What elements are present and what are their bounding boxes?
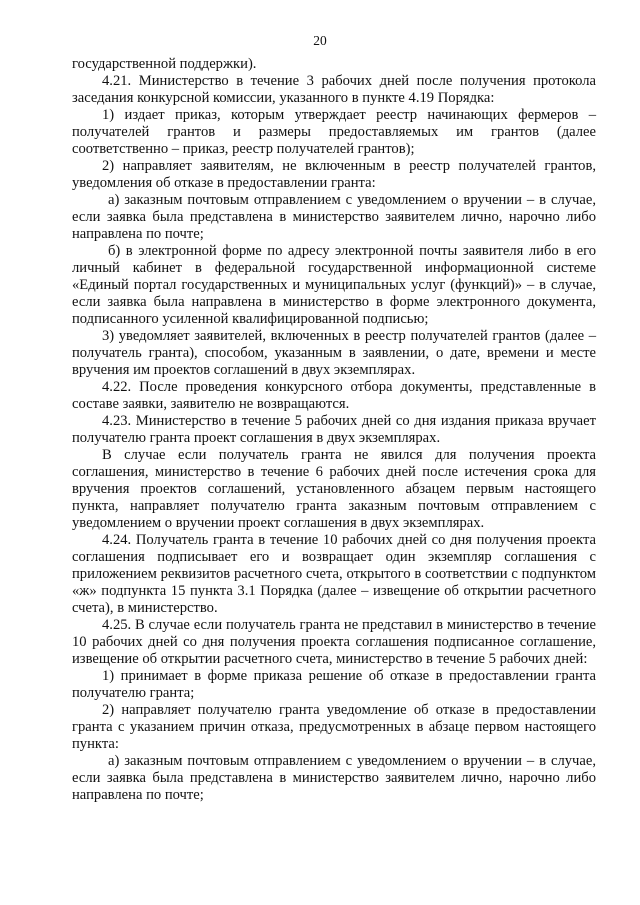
paragraph: 1) издает приказ, которым утверждает реестр начинающих фермеров – получателей грантов и размеры предоставляемых им грантов (далее соответственно – приказ, реестр получателей грантов); — [72, 107, 596, 157]
paragraph: 2) направляет получателю гранта уведомление об отказе в предоставлении гранта с указанием причин отказа, предусмотренных в абзаце первом настоящего пункта: — [72, 702, 596, 752]
paragraph: 1) принимает в форме приказа решение об отказе в предоставлении гранта получателю гранта; — [72, 668, 596, 701]
paragraph: 3) уведомляет заявителей, включенных в реестр получателей грантов (далее – получатель гранта), способом, указанным в заявлении, о дате, времени и месте вручения им проектов соглашений в двух экземплярах. — [72, 328, 596, 378]
page-number: 20 — [313, 33, 327, 48]
paragraph: В случае если получатель гранта не явился для получения проекта соглашения, министерство в течение 6 рабочих дней после истечения срока для вручения проектов соглашений, установленного абзацем первым настоящего пункта, направляет получателю гранта заказным почтовым отправлением с уведомлением о вручении проект соглашения в двух экземплярах. — [72, 447, 596, 531]
paragraph: а) заказным почтовым отправлением с уведомлением о вручении – в случае, если заявка была представлена в министерство заявителем лично, нарочно либо направлена по почте; — [72, 192, 596, 242]
paragraph: 4.22. После проведения конкурсного отбора документы, представленные в составе заявки, заявителю не возвращаются. — [72, 379, 596, 412]
paragraph: государственной поддержки). — [72, 56, 257, 72]
paragraph: 4.21. Министерство в течение 3 рабочих дней после получения протокола заседания конкурсной комиссии, указанного в пункте 4.19 Порядка: — [72, 73, 596, 106]
paragraph: 4.23. Министерство в течение 5 рабочих дней со дня издания приказа вручает получателю гранта проект соглашения в двух экземплярах. — [72, 413, 596, 446]
paragraph: 4.25. В случае если получатель гранта не представил в министерство в течение 10 рабочих дней со дня получения проекта соглашения подписанное соглашение, извещение об открытии расчетного счета, министерство в течение 5 рабочих дней: — [72, 617, 596, 667]
paragraph: 4.24. Получатель гранта в течение 10 рабочих дней со дня получения проекта соглашения подписывает его и возвращает один экземпляр соглашения с приложением реквизитов расчетного счета, открытого в соответствии с подпунктом «ж» подпункта 15 пункта 3.1 Порядка (далее – извещение об открытии расчетного счета), в министерство. — [72, 532, 596, 616]
paragraph: 2) направляет заявителям, не включенным в реестр получателей грантов, уведомления об отказе в предоставлении гранта: — [72, 158, 596, 191]
paragraph: б) в электронной форме по адресу электронной почты заявителя либо в его личный кабинет в федеральной государственной информационной системе «Единый портал государственных и муниципальных услуг (функций)» – в случае, если заявка была направлена в министерство в форме электронного документа, подписанного усиленной квалифицированной подписью; — [72, 243, 596, 327]
document-body — [72, 56, 596, 804]
paragraph: а) заказным почтовым отправлением с уведомлением о вручении – в случае, если заявка была представлена в министерство заявителем лично, нарочно либо направлена по почте; — [72, 753, 596, 803]
